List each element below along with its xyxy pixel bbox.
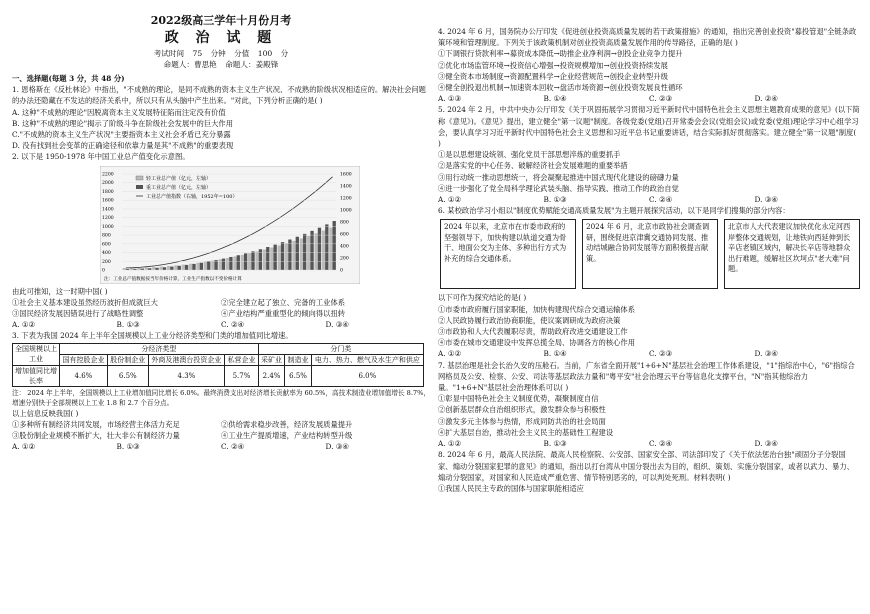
q3-item-1: ①多种所有制经济共同发展，市场经营主体活力充足: [12, 419, 180, 429]
q4-item-2: ②优化市场监管环境→投资信心增强→投资规模增加→创业投资持续发展: [438, 60, 668, 70]
legend-heavy-swatch: [136, 185, 143, 189]
q3-follow: 以上信息反映我国( ): [12, 408, 79, 418]
q2-option-a: A. ①②: [12, 320, 35, 330]
q6-option-b: B. ①④: [543, 349, 567, 359]
q5-option-c: C. ②④: [649, 195, 673, 205]
light-industry-bar: [233, 256, 236, 270]
authors: 命题人：曹思艳 命题人：姜殿锋: [163, 60, 279, 69]
industry-chart: [100, 166, 360, 284]
right-axis-tick: 600: [340, 232, 349, 238]
heavy-industry-bar: [274, 244, 277, 269]
right-column: [438, 0, 860, 614]
chart-note: 注：工业总产值数据按当年价格计算，工业生产指数以不变价格计算: [104, 276, 242, 282]
light-industry-bar: [307, 236, 310, 270]
heavy-industry-bar: [310, 230, 313, 269]
q6-follow: 以下可作为探究结论的是( ): [438, 293, 527, 303]
q5-item-1: ①是以思想建设统领、强化党员干部思想淬炼的重要抓手: [438, 150, 621, 160]
q4-option-a: A. ①③: [438, 94, 461, 104]
heavy-industry-bar: [244, 253, 247, 270]
q3-col-1: 国有控股企业: [60, 354, 108, 365]
q5-item-3: ③用行动统一推动思想统一，将会凝聚起推进中国式现代化建设的磅礴力量: [438, 172, 679, 182]
q1-option-c: C."不成熟的资本主义生产状况"主要指资本主义社会矛盾已充分暴露: [12, 130, 231, 140]
left-axis-tick: 2000: [102, 180, 114, 186]
industry-chart-svg: [100, 166, 360, 284]
q3-group-2: 分门类: [258, 343, 423, 354]
q6-item-3: ③市政协和人大代表履职尽责，帮助政府改进交通建设工作: [438, 327, 628, 337]
q7-item-3: ③激发多元主体参与热情，形成同防共治的社会局面: [438, 416, 606, 426]
heavy-industry-bar: [200, 262, 203, 269]
q1-option-d: D. 没有找到社会变革的正确途径和依靠力量是其"不成熟"的重要表现: [12, 141, 234, 151]
q4-item-4: ④健全创投退出机制→加速资本回收→盘活市场资源→创业投资发展良性循环: [438, 83, 683, 93]
q3-val-3: 4.3%: [148, 365, 224, 386]
light-industry-bar: [329, 227, 332, 269]
q6-item-2: ②人民政协履行政治协商职能，使议案调研成为政府决策: [438, 315, 621, 325]
left-axis-tick: 1000: [102, 224, 114, 230]
light-industry-bar: [123, 268, 126, 270]
q2-option-b: B. ①③: [116, 320, 140, 330]
light-industry-bar: [314, 233, 317, 270]
q3-val-2: 6.5%: [107, 365, 148, 386]
q4-option-d: D. ②④: [754, 94, 778, 104]
q3-val-4: 5.7%: [225, 365, 259, 386]
q3-item-4: ④工业生产提质增速，产业结构转型升级: [221, 431, 353, 441]
heavy-industry-bar: [325, 224, 328, 270]
q6-stem: 6. 某校政治学习小组以"制度优势赋能交通高质量发展"为主题开展探究活动，以下是同学们搜集的部分内容：: [438, 206, 790, 216]
left-axis-tick: 200: [102, 259, 111, 265]
q4-option-c: C. ②③: [649, 94, 673, 104]
heavy-industry-bar: [333, 221, 336, 270]
right-axis-tick: 0: [340, 268, 343, 274]
q2-item-2: ②完全建立起了独立、完备的工业体系: [221, 297, 346, 307]
q4-item-3: ③健全资本市场制度→资源配置科学→企业经营规范→创投企业转型升级: [438, 71, 668, 81]
q1-option-b: B. 这种"不成熟的理论"揭示了阶级斗争在阶级社会发展中的巨大作用: [12, 118, 234, 128]
q3-val-1: 4.6%: [60, 365, 108, 386]
q6-option-c: C. ②③: [649, 349, 673, 359]
heavy-industry-bar: [185, 265, 188, 270]
q3-col-7: 电力、热力、燃气及水生产和供应: [311, 354, 423, 365]
heavy-industry-bar: [163, 267, 166, 270]
q3-option-c: C. ②④: [221, 442, 245, 452]
light-industry-bar: [196, 262, 199, 269]
q5-item-4: ④进一步强化了党全局科学理论武装头脑、指导实践、推动工作的政治自觉: [438, 183, 679, 193]
heavy-industry-bar: [288, 239, 291, 270]
q5-option-b: B. ①③: [543, 195, 567, 205]
q3-item-2: ②供给需求稳步改善，经济发展质量提升: [221, 419, 353, 429]
heavy-industry-bar: [281, 242, 284, 270]
q8-item-1: ①我国人民民主专政的国体与国家职能相适应: [438, 483, 584, 493]
q3-table: [12, 343, 424, 387]
light-industry-bar: [322, 230, 325, 269]
q3-option-d: D. ③④: [325, 442, 349, 452]
light-industry-bar: [130, 267, 133, 269]
q7-option-b: B. ①③: [543, 439, 567, 449]
heavy-industry-bar: [251, 251, 254, 270]
light-industry-bar: [270, 247, 273, 269]
heavy-industry-bar: [266, 247, 269, 270]
heavy-industry-bar: [237, 255, 240, 270]
right-axis-tick: 400: [340, 244, 349, 250]
legend-index: 工业总产值指数（右轴，1952年=100）: [146, 193, 238, 200]
left-axis-tick: 2200: [102, 172, 114, 178]
q3-col-5: 采矿业: [258, 354, 285, 365]
q7-options: [438, 438, 860, 449]
q5-stem: 5. 2024 年 2 月，中共中央办公厅印发《关于巩固拓展学习贯彻习近平新时代中国特色社会主义思想主题教育成果的意见》(以下简称《意见》)。《意见》提出，建立健全"第一议题"制度。各级党委(党组)召开常委会会议(党组会议)或党委(党组)理论学习中心组学习会，要认真学习习近平新时代中国特色社会主义思想和习近平总书记重要讲话，结合实际抓好贯彻落实。建立健全"第一议题"制度( ): [438, 105, 860, 149]
q2-stem: 2. 以下是 1950-1978 年中国工业总产值变化示意图。: [12, 152, 190, 162]
q4-options: [438, 93, 860, 104]
left-axis-tick: 400: [102, 250, 111, 256]
q3-row-header: 全国规模以上工业: [13, 343, 60, 365]
left-axis-tick: 0: [102, 268, 105, 274]
light-industry-bar: [174, 265, 177, 270]
q4-stem: 4. 2024 年 6 月，国务院办公厅印发《促进创业投资高质量发展的若干政策措施》的通知，指出完善创业投资"募投管退"全链条政策环境和管理制度。下列关于该政策机制对创业投资高质量发展作用的传导路径，正确的是( ): [438, 27, 857, 48]
q2-option-c: C. ②④: [221, 320, 245, 330]
q3-note: 注： 2024 年上半年，全国规模以上工业增加值同比增长 6.0%。最终消费支出对经济增长贡献率为 60.5%，高技术制造业增加值增长 8.7%，增速分别快于全部规模以上工业 1.8 和 2.7 个百分点。: [12, 388, 430, 407]
q4-option-b: B. ①④: [543, 94, 567, 104]
q2-items: [12, 297, 430, 319]
right-axis-tick: 1600: [340, 172, 352, 178]
q6-item-1: ①市委市政府履行国家职能，加快构建现代综合交通运输体系: [438, 304, 636, 314]
legend-light: 轻工业总产值（亿元，左轴）: [146, 175, 212, 182]
light-industry-bar: [159, 266, 162, 269]
q3-val-5: 2.4%: [258, 365, 285, 386]
q3-option-b: B. ①③: [116, 442, 140, 452]
q3-option-a: A. ①②: [12, 442, 35, 452]
section-heading: 一、选择题(每题 3 分，共 48 分): [12, 74, 125, 83]
q7-item-4: ④扩大基层自治，推动社会主义民主的基础性工程建设: [438, 427, 614, 437]
q6-box-3: 北京市人大代表建议加快优化永定河西岸整体交通规划，让地铁向西延伸到长辛店老镇区域内，解决长辛店等地群众出行难题，缓解社区坎坷点"老大难"问题。: [724, 219, 860, 289]
q3-col-2: 股份制企业: [107, 354, 148, 365]
exam-title: 2022级高三学年十月份月考: [150, 14, 292, 27]
right-axis-tick: 1400: [340, 184, 352, 190]
light-industry-bar: [182, 264, 185, 269]
heavy-industry-bar: [214, 260, 217, 270]
q3-col-3: 外商及港澳台投资企业: [148, 354, 224, 365]
q7-option-a: A. ①②: [438, 439, 461, 449]
q3-col-6: 制造业: [285, 354, 312, 365]
q6-materials: [440, 219, 860, 289]
light-industry-bar: [211, 260, 214, 269]
q3-options: [12, 441, 430, 452]
light-industry-bar: [241, 254, 244, 269]
left-column: [12, 0, 430, 614]
light-industry-bar: [145, 267, 148, 270]
q3-stem: 3. 下表为我国 2024 年上半年全国规模以上工业分经济类型和门类的增加值同比增速。: [12, 331, 293, 341]
heavy-industry-bar: [178, 265, 181, 269]
q7-item-1: ①彰显中国特色社会主义制度优势，凝聚制度自信: [438, 394, 599, 404]
light-industry-bar: [167, 266, 170, 270]
q7-option-d: D. ③④: [754, 439, 778, 449]
q2-item-1: ①社会主义基本建设虽然经历波折但成就巨大: [12, 297, 158, 307]
q1-option-a: A. 这种"不成熟的理论"因脱离资本主义发展特征陷而注定没有价值: [12, 107, 226, 117]
q8-stem: 8. 2024 年 6 月，最高人民法院、最高人民检察院、公安部、国家安全部、司法部印发了《关于依法惩治台独"顽固分子分裂国家、煽动分裂国家犯罪的意见》的通知，指出以打台湾从中国分裂出去为目的，组织、策划、实施分裂国家，或者以武力、暴力、煽动分裂国家，对国家和人民造成严重危害、情节特别恶劣的，可以判处死刑。材料表明( ): [438, 450, 854, 482]
heavy-industry-bar: [303, 233, 306, 269]
right-axis-tick: 1200: [340, 196, 352, 202]
q3-item-3: ③股份制企业规模不断扩大，壮大非公有制经济力量: [12, 431, 180, 441]
q6-options: [438, 348, 860, 359]
q1-stem: 1. 恩格斯在《反杜林论》中指出，"不成熟的理论，是同不成熟的资本主义生产状况、不成熟的阶级状况相适应的。解决社会问题的办法还隐藏在不发达的经济关系中，所以只有从头脑中产生出来。"对此，下列分析正确的是( ): [12, 85, 426, 106]
legend-heavy: 重工业总产值（亿元，左轴）: [146, 184, 212, 191]
heavy-industry-bar: [170, 266, 173, 269]
q6-box-2: 2024 年 6 月，北京市政协社会调查调研，围绕促进京津冀交通协同发展、推动结城融合协同发展等方面积极提言献策。: [582, 219, 718, 289]
light-industry-bar: [300, 238, 303, 270]
heavy-industry-bar: [141, 268, 144, 269]
q3-val-7: 6.0%: [311, 365, 423, 386]
q3-group-1: 分经济类型: [60, 343, 259, 354]
light-industry-bar: [255, 251, 258, 270]
right-axis-tick: 800: [340, 220, 349, 226]
light-industry-bar: [219, 259, 222, 270]
light-industry-bar: [248, 253, 251, 270]
heavy-industry-bar: [229, 257, 232, 270]
light-industry-bar: [226, 258, 229, 270]
q3-col-4: 私营企业: [225, 354, 259, 365]
q3-val-6: 6.5%: [285, 365, 312, 386]
left-axis-tick: 1600: [102, 198, 114, 204]
exam-info: 考试时间 75 分钟 分值 100 分: [153, 49, 289, 58]
left-axis-tick: 1400: [102, 207, 114, 213]
q2-option-d: D. ③④: [325, 320, 349, 330]
heavy-industry-bar: [222, 258, 225, 269]
q5-option-d: D. ③④: [754, 195, 778, 205]
q7-stem: 7. 基层治理是社会长治久安的压舱石。当前，广东省全面开展"1+6+N"基层社会治理工作体系建设，"1"指综治中心，"6"指综合网格员及公安、检察、公安、司法等基层政法力量和"粤平安"社会治理云平台等信息化支撑平台，"N"指其他综治力量。"1+6+N"基层社会治理体系可以( ): [438, 360, 855, 393]
q7-option-c: C. ②④: [649, 439, 673, 449]
heavy-industry-bar: [207, 261, 210, 270]
heavy-industry-bar: [318, 227, 321, 269]
light-industry-bar: [189, 263, 192, 269]
heavy-industry-bar: [296, 236, 299, 269]
q6-box-1: 2024 年以来，北京市在市委市政府的坚强领导下，加快构建以轨道交通为骨干、地面公交为主体、多种出行方式为补充的综合交通体系。: [440, 219, 576, 289]
light-industry-bar: [137, 267, 140, 269]
heavy-industry-bar: [192, 263, 195, 269]
left-axis-tick: 800: [102, 233, 111, 239]
light-industry-bar: [204, 261, 207, 269]
left-axis-tick: 1800: [102, 189, 114, 195]
right-axis-tick: 200: [340, 256, 349, 262]
q5-options: [438, 194, 860, 205]
left-axis-tick: 600: [102, 241, 111, 247]
subject-title: 政 治 试 题: [164, 30, 278, 46]
q6-option-a: A. ①②: [438, 349, 461, 359]
q4-item-1: ①下调银行贷款利率→募资成本降低→助推企业净利润→创投企业竞争力提升: [438, 49, 683, 59]
q6-item-4: ④市委在城市交通建设中发挥总揽全局、协调各方的核心作用: [438, 338, 636, 348]
heavy-industry-bar: [155, 267, 158, 269]
light-industry-bar: [278, 245, 281, 270]
q3-row-label: 增加值同比增长率: [13, 365, 60, 386]
q5-option-a: A. ①②: [438, 195, 461, 205]
light-industry-bar: [152, 267, 155, 270]
left-axis-tick: 1200: [102, 215, 114, 221]
q2-options: [12, 319, 430, 330]
light-industry-bar: [292, 241, 295, 270]
q2-follow: 由此可推知，这一时期中国( ): [12, 286, 108, 296]
q2-item-3: ③国民经济发展因错误进行了战略性调整: [12, 309, 144, 319]
legend-light-swatch: [136, 176, 143, 180]
heavy-industry-bar: [148, 268, 151, 270]
q7-item-2: ②创新基层群众自治组织形式，激发群众参与积极性: [438, 405, 606, 415]
q3-items: [12, 419, 430, 441]
light-industry-bar: [285, 243, 288, 270]
q5-item-2: ②是落实党的中心任务、破解经济社会发展难题的重要举措: [438, 161, 628, 171]
q2-item-4: ④产业结构严重重型化的倾向得以扭转: [221, 309, 346, 319]
q6-option-d: D. ③④: [754, 349, 778, 359]
right-axis-tick: 1000: [340, 208, 352, 214]
